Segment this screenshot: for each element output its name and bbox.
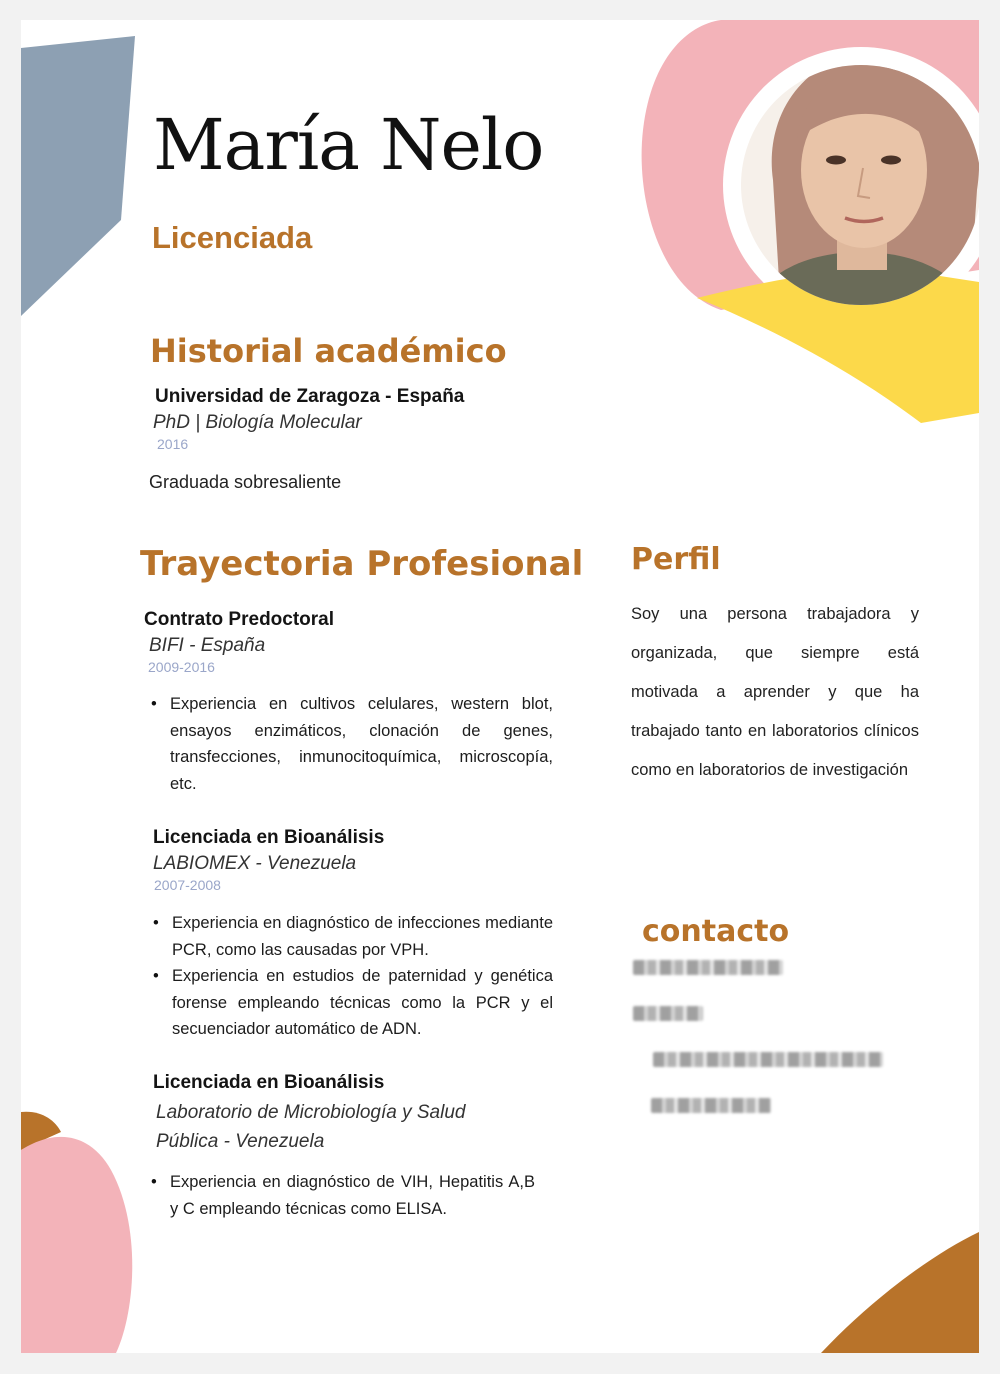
job-role: Contrato Predoctoral — [144, 609, 335, 630]
job-role: Licenciada en Bioanálisis — [153, 1072, 385, 1093]
contact-phone-redacted — [633, 960, 783, 975]
job-bullet: • Experiencia en diagnóstico de infecciones mediante PCR, como las causadas por VPH. — [150, 910, 553, 963]
job-bullets — [148, 1169, 535, 1222]
pink-blob-bottom — [21, 1137, 132, 1353]
job-entry — [153, 1072, 513, 1156]
job-bullets — [150, 910, 553, 1043]
education-heading: Historial académico — [150, 332, 507, 370]
contact-list — [633, 960, 913, 1144]
contact-address-redacted — [653, 1052, 883, 1067]
job-years: 2009-2016 — [148, 659, 215, 675]
education-entry — [155, 386, 464, 452]
education-year: 2016 — [157, 436, 189, 452]
job-bullet: • Experiencia en cultivos celulares, western blot, ensayos enzimáticos, clonación de genes, transfecciones, inmunocitoquímica, microscopía, etc. — [148, 691, 553, 797]
resume-page — [21, 20, 979, 1353]
job-bullet: • Experiencia en diagnóstico de VIH, Hepatitis A,B y C empleando técnicas como ELISA. — [148, 1169, 535, 1222]
profile-text: Soy una persona trabajadora y organizada, que siempre está motivada a aprender y que ha trabajado tanto en laboratorios clínicos como en laboratorios de investigación — [631, 605, 919, 779]
job-entry — [153, 827, 384, 893]
education-degree: PhD | Biología Molecular — [153, 412, 362, 433]
job-org: BIFI - España — [149, 635, 266, 656]
education-institution: Universidad de Zaragoza - España — [155, 386, 465, 407]
job-org: LABIOMEX - Venezuela — [153, 853, 357, 874]
candidate-name: María Nelo — [153, 104, 544, 186]
job-bullet: • Experiencia en estudios de paternidad y genética forense empleando técnicas como la PCR y el secuenciador automático de ADN. — [150, 963, 553, 1043]
job-years: 2007-2008 — [154, 877, 221, 893]
job-role: Licenciada en Bioanálisis — [153, 827, 385, 848]
slate-shape — [21, 36, 135, 316]
contact-email-redacted — [633, 1006, 703, 1021]
job-org: Laboratorio de Microbiología y Salud Pública - Venezuela — [156, 1102, 466, 1152]
job-entry — [144, 609, 334, 675]
profile-heading: Perfil — [631, 542, 721, 577]
education-note: Graduada sobresaliente — [149, 472, 342, 492]
left-eye — [826, 156, 846, 165]
right-eye — [881, 156, 901, 165]
contact-web-redacted — [651, 1098, 771, 1113]
job-bullets — [148, 691, 553, 797]
orange-triangle — [821, 1232, 979, 1353]
candidate-title: Licenciada — [152, 220, 313, 255]
contact-heading: contacto — [642, 914, 790, 949]
career-heading: Trayectoria Profesional — [140, 544, 584, 584]
